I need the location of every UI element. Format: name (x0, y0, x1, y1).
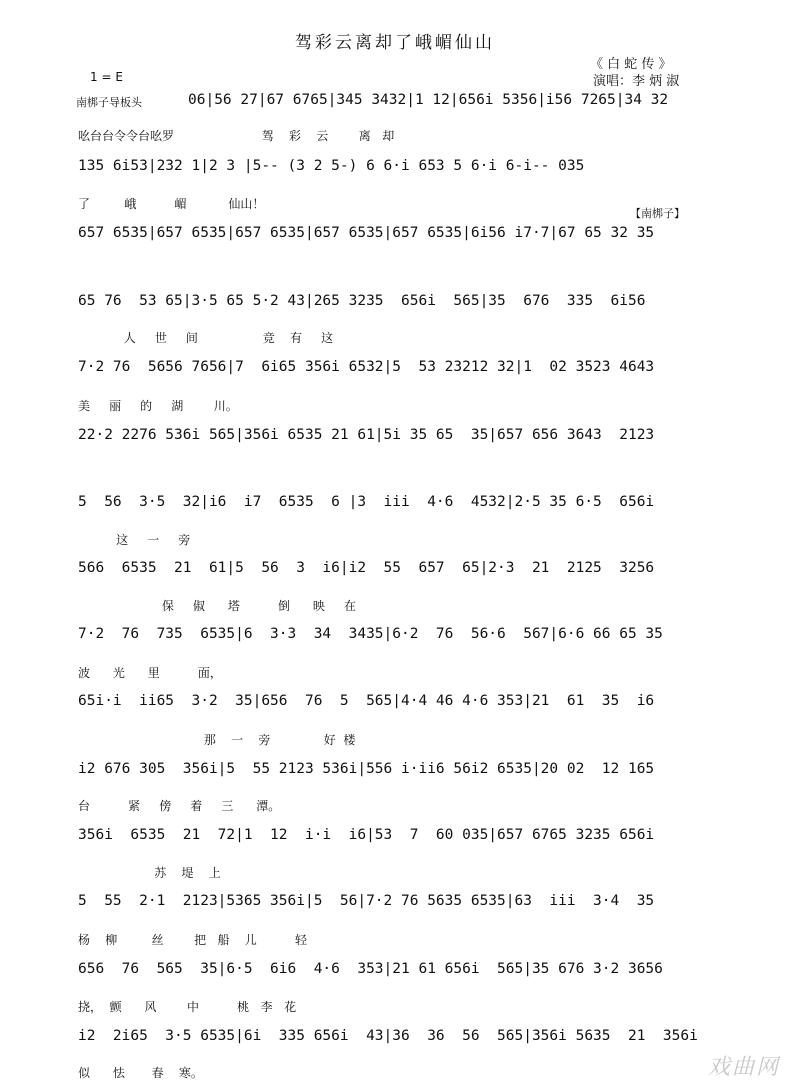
notation-row: 22·2 2276 536i 565|356i 6535 21 61|5i 35 65 35|657 656 3643 2123 (78, 427, 655, 443)
lyric-row: 美 丽 的 湖 川。 (78, 399, 238, 413)
key-signature: 1 = E (90, 70, 123, 84)
notation-row: 5 55 2·1 2123|5365 356i|5 56|7·2 76 5635 6535|63 iii 3·4 35 (78, 893, 655, 909)
lyric-row: 保 俶 塔 倒 映 在 (78, 599, 356, 613)
intro-label: 南梆子导板头 (76, 96, 142, 109)
lyric-row: 苏 堤 上 (78, 866, 221, 880)
site-watermark: 戏曲网 (707, 1055, 780, 1080)
lyric-row: 这 一 旁 (78, 533, 191, 547)
notation-row: 5 56 3·5 32|i6 i7 6535 6 |3 iii 4·6 4532|2·5 35 6·5 656i (78, 494, 655, 510)
source-label: 《 白 蛇 传 》 (590, 57, 672, 72)
section-label: 【南梆子】 (630, 207, 685, 220)
lyric-row: 似 怯 春 寒。 (78, 1066, 203, 1080)
notation-row: 356i 6535 21 72|1 12 i·i i6|53 7 60 035|657 6765 3235 656i (78, 827, 655, 843)
notation-row: 135 6i53|232 1|2 3 |5-- (3 2 5-) 6 6·i 653 5 6·i 6-i-- 035 (78, 158, 585, 174)
lyric-row: 挠， 颤 风 中 桃 李 花 (78, 1000, 297, 1014)
notation-row: 7·2 76 735 6535|6 3·3 34 3435|6·2 76 56·6 567|6·6 66 65 35 (78, 626, 663, 642)
lyric-row: 台 紧 傍 着 三 潭。 (78, 799, 281, 813)
lyric-row: 人 世 间 竞 有 这 (78, 331, 334, 345)
notation-row: 06|56 27|67 6765|345 3432|1 12|656i 5356|i56 7265|34 32 (188, 92, 669, 108)
notation-row: i2 676 305 356i|5 55 2123 536i|556 i·ii6 56i2 6535|20 02 12 165 (78, 761, 655, 777)
notation-row: 657 6535|657 6535|657 6535|657 6535|657 6535|6i56 i7·7|67 65 32 35 (78, 225, 655, 241)
notation-row: 7·2 76 5656 7656|7 6i65 356i 6532|5 53 23212 32|1 02 3523 4643 (78, 359, 655, 375)
lyric-row: 吆台台令令台吆罗 驾 彩 云 离 却 (78, 129, 395, 143)
lyric-row: 那 一 旁 好 楼 (78, 733, 356, 747)
notation-row: 566 6535 21 61|5 56 3 i6|i2 55 657 65|2·3 21 2125 3256 (78, 560, 655, 576)
lyric-row: 波 光 里 面， (78, 666, 222, 680)
lyric-row: 了 峨 嵋 仙山！ (78, 197, 265, 211)
performer-label: 演唱：李 炳 淑 (593, 74, 680, 89)
lyric-row: 杨 柳 丝 把 船 儿 轻 (78, 933, 307, 947)
notation-row: 656 76 565 35|6·5 6i6 4·6 353|21 61 656i 565|35 676 3·2 3656 (78, 961, 663, 977)
notation-row: 65i·i ii65 3·2 35|656 76 5 565|4·4 46 4·6 353|21 61 35 i6 (78, 693, 655, 709)
notation-row: 65 76 53 65|3·5 65 5·2 43|265 3235 656i 565|35 676 335 6i56 (78, 293, 646, 309)
page-title: 驾彩云离却了峨嵋仙山 (295, 33, 495, 53)
notation-row: i2 2i65 3·5 6535|6i 335 656i 43|36 36 56 565|356i 5635 21 356i (78, 1028, 698, 1044)
